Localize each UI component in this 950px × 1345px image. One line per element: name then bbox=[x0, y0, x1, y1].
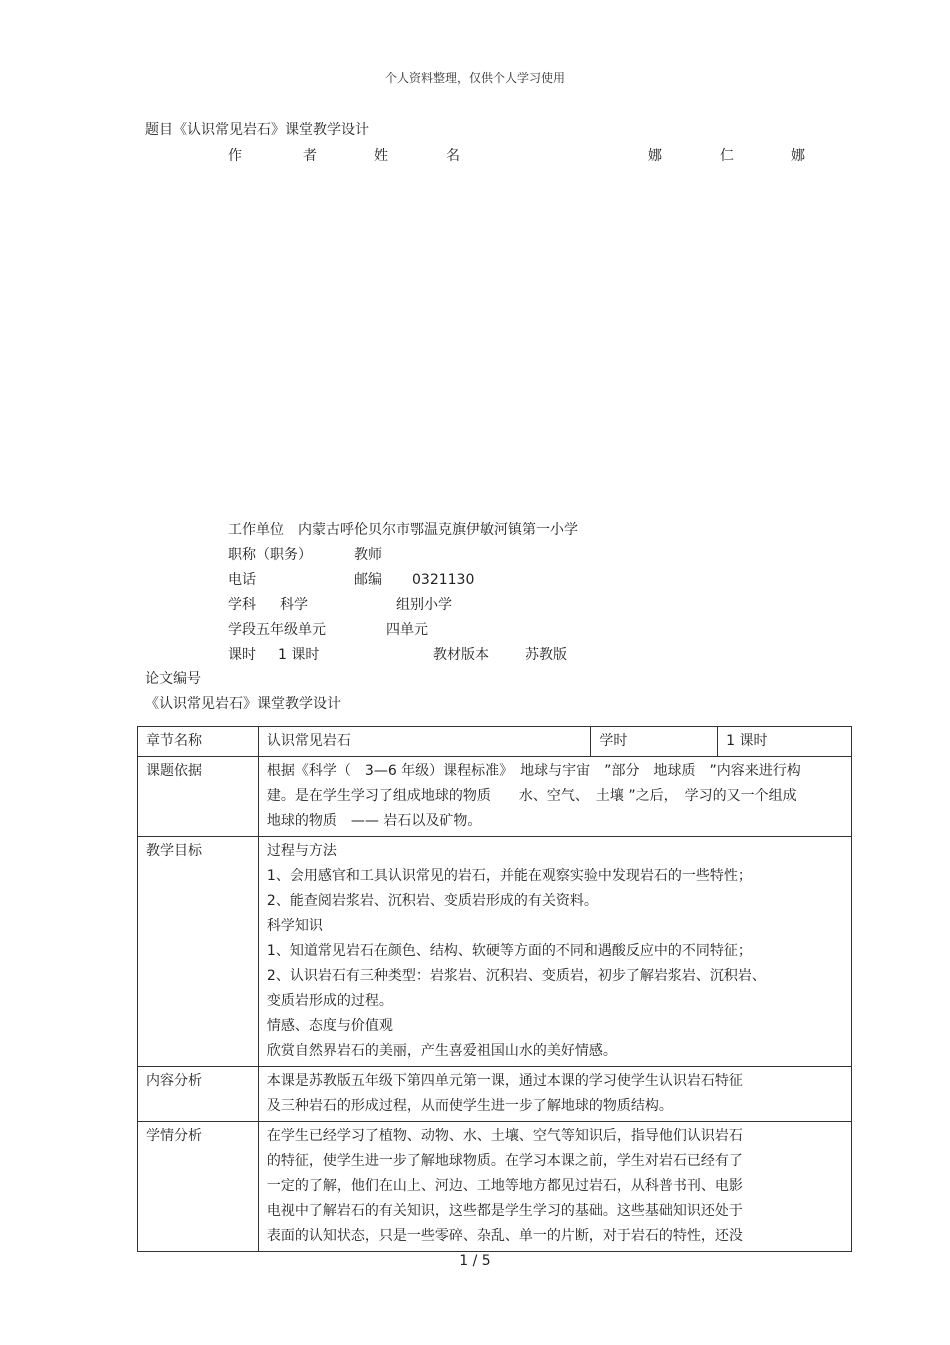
table-row bbox=[138, 1122, 852, 1252]
cell-line: 过程与方法 bbox=[266, 843, 337, 859]
lesson-table bbox=[137, 726, 852, 1252]
learner-analysis-cell bbox=[258, 1122, 851, 1252]
table-row bbox=[138, 837, 852, 1067]
period-label: 课时 bbox=[228, 647, 256, 663]
cell-line: 2、认识岩石有三种类型：岩浆岩、沉积岩、变质岩，初步了解岩浆岩、沉积岩、 bbox=[266, 968, 766, 984]
subject-label: 学科 bbox=[228, 597, 256, 613]
author-label-char: 作 bbox=[228, 148, 242, 164]
row-header: 内容分析 bbox=[138, 1067, 259, 1122]
document-title: 题目《认识常见岩石》课堂教学设计 bbox=[145, 122, 369, 138]
class-hours-label-cell: 学时 bbox=[591, 727, 718, 757]
author-label-char: 姓 bbox=[374, 148, 388, 164]
zip-label: 邮编 bbox=[354, 572, 382, 588]
table-row bbox=[138, 727, 852, 757]
cell-line: 地球的物质 —— 岩石以及矿物。 bbox=[266, 813, 482, 829]
class-hours-value-cell: 1 课时 bbox=[718, 727, 852, 757]
cell-line: 1、知道常见岩石在颜色、结构、软硬等方面的不同和遇酸反应中的不同特征； bbox=[266, 943, 752, 959]
cell-line: 的特征，使学生进一步了解地球物质。在学习本课之前，学生对岩石已经有了 bbox=[266, 1153, 743, 1169]
cell-line: 建。是在学生学习了组成地球的物质 水、空气、 土壤 ”之后， 学习的又一个组成 bbox=[266, 788, 797, 804]
content-analysis-cell bbox=[258, 1067, 851, 1122]
table-row bbox=[138, 1067, 852, 1122]
job-title-label: 职称（职务） bbox=[228, 547, 312, 563]
author-name-char: 仁 bbox=[720, 148, 734, 164]
cell-line: 表面的认知状态，只是一些零碎、杂乱、单一的片断，对于岩石的特性，还没 bbox=[266, 1228, 743, 1244]
author-label-char: 者 bbox=[303, 148, 317, 164]
textbook-label: 教材版本 bbox=[433, 647, 489, 663]
group-text: 组别小学 bbox=[396, 597, 452, 613]
row-header: 教学目标 bbox=[138, 837, 259, 1067]
page-number: 1 / 5 bbox=[459, 1253, 491, 1269]
cell-line: 电视中了解岩石的有关知识，这些都是学生学习的基础。这些基础知识还处于 bbox=[266, 1203, 743, 1219]
cell-line: 本课是苏教版五年级下第四单元第一课，通过本课的学习使学生认识岩石特征 bbox=[266, 1073, 743, 1089]
paper-number-label: 论文编号 bbox=[145, 671, 201, 687]
zip-value: 0321130 bbox=[412, 572, 475, 588]
cell-line: 科学知识 bbox=[266, 918, 323, 934]
row-header: 课题依据 bbox=[138, 757, 259, 837]
objectives-cell bbox=[258, 837, 851, 1067]
period-value: 1 课时 bbox=[278, 647, 320, 663]
phone-label: 电话 bbox=[228, 572, 256, 588]
textbook-value: 苏教版 bbox=[525, 647, 567, 663]
row-header: 学情分析 bbox=[138, 1122, 259, 1252]
cell-line: 一定的了解，他们在山上、河边、工地等地方都见过岩石，从科普书刊、电影 bbox=[266, 1178, 743, 1194]
design-title: 《认识常见岩石》课堂教学设计 bbox=[145, 696, 341, 712]
cell-line: 在学生已经学习了植物、动物、水、土壤、空气等知识后，指导他们认识岩石 bbox=[266, 1128, 743, 1144]
author-name-char: 娜 bbox=[648, 148, 662, 164]
author-name-char: 娜 bbox=[791, 148, 805, 164]
page-header: 个人资料整理，仅供个人学习使用 bbox=[384, 71, 565, 85]
cell-line: 变质岩形成的过程。 bbox=[266, 993, 393, 1009]
author-label-char: 名 bbox=[446, 148, 460, 164]
cell-line: 根据《科学（ 3—6 年级）课程标准》 地球与宇宙 ”部分 地球质 ”内容来进行构 bbox=[266, 763, 801, 779]
basis-cell bbox=[258, 757, 851, 837]
chapter-name-cell: 认识常见岩石 bbox=[258, 727, 590, 757]
job-title-value: 教师 bbox=[354, 547, 382, 563]
table-row bbox=[138, 757, 852, 837]
subject-value: 科学 bbox=[280, 597, 308, 613]
unit-text: 四单元 bbox=[386, 622, 428, 638]
row-header: 章节名称 bbox=[138, 727, 259, 757]
cell-line: 2、能查阅岩浆岩、沉积岩、变质岩形成的有关资料。 bbox=[266, 893, 598, 909]
cell-line: 及三种岩石的形成过程，从而使学生进一步了解地球的物质结构。 bbox=[266, 1098, 673, 1114]
author-row bbox=[228, 146, 818, 166]
work-unit: 工作单位 内蒙古呼伦贝尔市鄂温克旗伊敏河镇第一小学 bbox=[228, 522, 578, 538]
cell-line: 1、会用感官和工具认识常见的岩石，并能在观察实验中发现岩石的一些特性； bbox=[266, 868, 752, 884]
cell-line: 欣赏自然界岩石的美丽，产生喜爱祖国山水的美好情感。 bbox=[266, 1043, 617, 1059]
cell-line: 情感、态度与价值观 bbox=[266, 1018, 393, 1034]
stage-text: 学段五年级单元 bbox=[228, 622, 326, 638]
